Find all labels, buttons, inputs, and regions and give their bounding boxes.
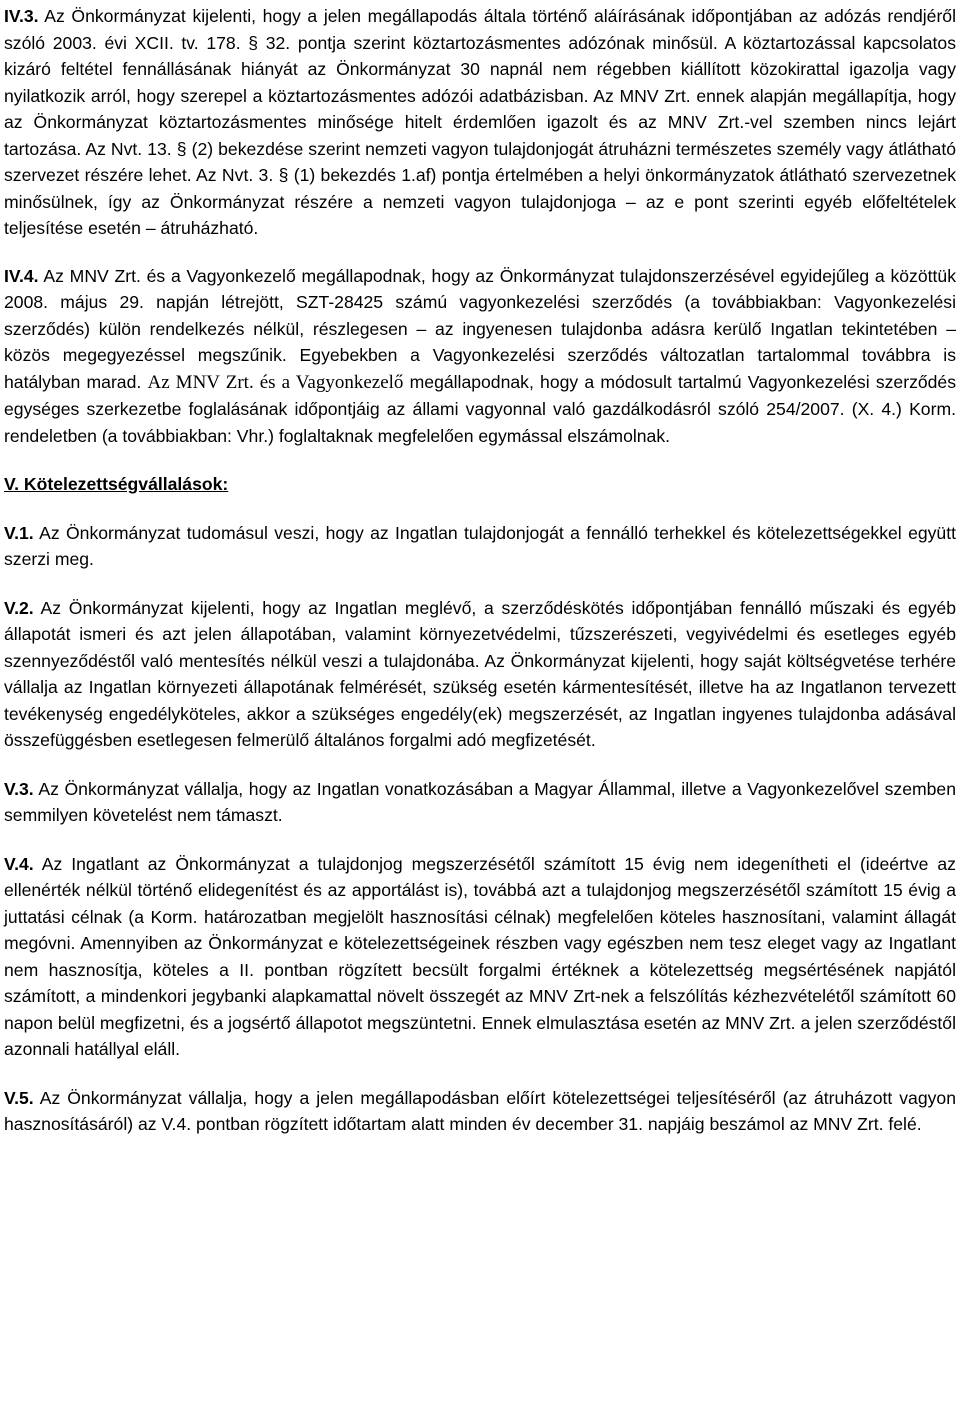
paragraph-iv-3 xyxy=(4,3,956,242)
paragraph-v-3 xyxy=(4,776,956,829)
section-number: V.5. xyxy=(4,1087,34,1108)
paragraph-text: Az Önkormányzat kijelenti, hogy az Ingatlan meglévő, a szerződéskötés időpontjában fennálló műszaki és egyéb állapotát ismeri és azt jelen állapotában, valamint környezetvédelmi, tűzszerészeti, vegyivédelmi és esetleges egyéb szennyeződéstől való mentesítés nélkül veszi a tulajdonába. Az Önkormányzat kijelenti, hogy saját költségvetése terhére vállalja az Ingatlan környezeti állapotának felmérését, szükség esetén kármentesítését, illetve ha az Ingatlanon tervezett tevékenység engedélyköteles, akkor a szükséges engedély(ek) megszerzését, az Ingatlan ingyenes tulajdonba adásával összefüggésben esetlegesen felmerülő általános forgalmi adó megfizetését. xyxy=(4,597,956,750)
section-number: V.1. xyxy=(4,522,34,543)
paragraph-text: Az Önkormányzat vállalja, hogy a jelen megállapodásban előírt kötelezettségei teljesítéséről (az átruházott vagyon hasznosításáról) az V.4. pontban rögzített időtartam alatt minden év december 31. napjáig beszámol az MNV Zrt. felé. xyxy=(4,1087,956,1134)
paragraph-text: Az MNV Zrt. és a Vagyonkezelő megállapodnak, hogy az Önkormányzat tulajdonszerzésével egyidejűleg a közöttük 2008. május 29. napján létrejött, SZT-28425 számú vagyonkezelési szerződés (a továbbiakban: Vagyonkezelési szerződés) külön rendelkezés nélkül, részlegesen – az ingyenesen tulajdonba adásra kerülő Ingatlan tekintetében – közös megegyezéssel megszűnik. Egyebekben a Vagyonkezelési szerződés változatlan tartalommal továbbra is hatályban marad. xyxy=(4,265,956,392)
section-number: V.4. xyxy=(4,853,34,874)
paragraph-text: megállapodnak, hogy a módosult tartalmú Vagyonkezelési szerződés egységes szerkezetbe foglalásának időpontjáig az állami vagyonnal való gazdálkodásról szóló 254/2007. (X. 4.) Korm. rendeletben (a továbbiakban: Vhr.) foglaltaknak megfelelően egymással elszámolnak. xyxy=(4,371,957,446)
section-number: V.3. xyxy=(4,778,34,799)
paragraph-text-serif: Az MNV Zrt. és a Vagyonkezelő xyxy=(147,371,404,393)
section-number: IV.4. xyxy=(4,265,39,286)
paragraph-v-4 xyxy=(4,851,956,1063)
paragraph-v-5 xyxy=(4,1085,956,1138)
paragraph-text: Az Önkormányzat tudomásul veszi, hogy az Ingatlan tulajdonjogát a fennálló terhekkel és kötelezettségekkel együtt szerzi meg. xyxy=(4,522,956,569)
paragraph-v-2 xyxy=(4,595,956,754)
section-heading: V. Kötelezettségvállalások: xyxy=(4,474,229,494)
paragraph-text: Az Ingatlant az Önkormányzat a tulajdonjog megszerzésétől számított 15 évig nem idegenítheti el (ideértve az ellenérték nélkül történő elidegenítést és az apportálást is), továbbá azt a tulajdonjog megszerzésétől számított 15 évig a juttatási célnak (a Korm. határozatban megjelölt hasznosítási célnak) megfelelően köteles hasznosítani, valamint állagát megóvni. Amennyiben az Önkormányzat e kötelezettségeinek részben vagy egészben nem tesz eleget vagy az Ingatlant nem hasznosítja, köteles a II. pontban rögzített becsült forgalmi értéknek a kötelezettség megsértésének napjától számított, a mindenkori jegybanki alapkamattal növelt összegét az MNV Zrt-nek a felszólítás kézhezvételétől számított 60 napon belül megfizetni, és a jogsértő állapotot megszüntetni. Ennek elmulasztása esetén az MNV Zrt. a jelen szerződéstől azonnali hatállyal eláll. xyxy=(4,853,956,1059)
section-number: V.2. xyxy=(4,597,34,618)
paragraph-v-1 xyxy=(4,520,956,573)
paragraph-iv-4 xyxy=(4,263,956,450)
section-number: IV.3. xyxy=(4,6,39,26)
paragraph-text: Az Önkormányzat vállalja, hogy az Ingatlan vonatkozásában a Magyar Állammal, illetve a Vagyonkezelővel szemben semmilyen követelést nem támaszt. xyxy=(4,778,957,825)
paragraph-text: Az Önkormányzat kijelenti, hogy a jelen megállapodás általa történő aláírásának időpontjában az adózás rendjéről szóló 2003. évi XCII. tv. 178. § 32. pontja szerint köztartozásmentes adózónak minősül. A köztartozással kapcsolatos kizáró feltétel fennállásának hiányát az Önkormányzat 30 napnál nem régebben kiállított közokirattal igazolja vagy nyilatkozik arról, hogy szerepel a köztartozásmentes adózói adatbázisban. Az MNV Zrt. ennek alapján megállapítja, hogy az Önkormányzat köztartozásmentes minősége hitelt érdemlően igazolt és az MNV Zrt.-vel szemben nincs lejárt tartozása. Az Nvt. 13. § (2) bekezdése szerint nemzeti vagyon tulajdonjogát átruházni természetes személy vagy átlátható szervezet részére lehet. Az Nvt. 3. § (1) bekezdés 1.af) pontja értelmében a helyi önkormányzatok átlátható szervezetnek minősülnek, így az Önkormányzat részére a nemzeti vagyon tulajdonjoga – az e pont szerinti egyéb előfeltételek teljesítése esetén – átruházható. xyxy=(4,6,956,238)
